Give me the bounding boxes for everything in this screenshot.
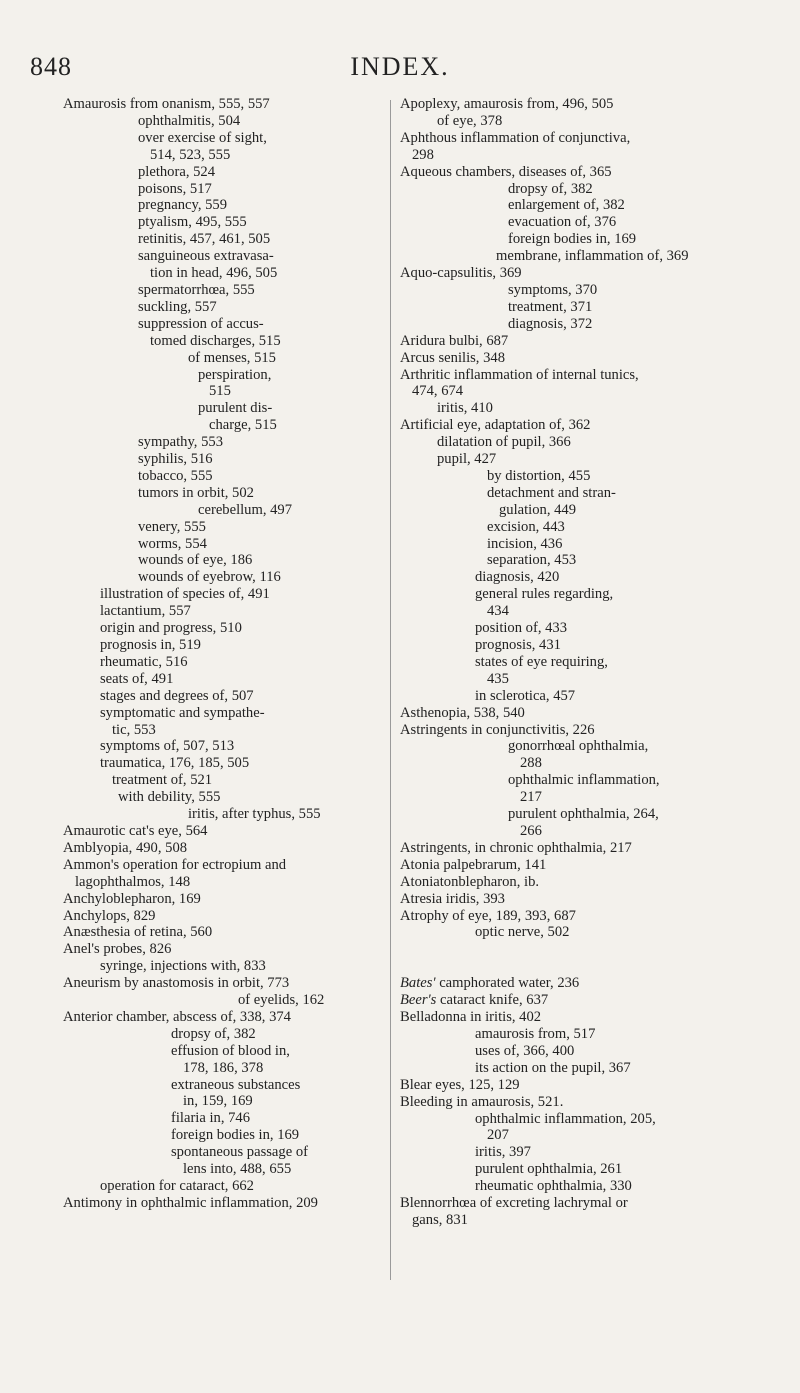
index-entry [400,214,746,231]
entry-text: ptyalism, 495, 555 [138,214,247,231]
entry-text: perspiration, [198,366,272,383]
index-entry [63,1026,385,1043]
index-entry [400,1060,746,1077]
entry-text: ophthalmic inflammation, [508,772,660,789]
entry-text: membrane, inflammation of, 369 [496,248,689,265]
entry-text: excision, 443 [487,518,565,535]
index-entry [63,823,385,840]
entry-italic-name: Bates' [400,975,436,992]
entry-text: tomed discharges, 515 [150,332,281,349]
entry-text: Astringents, in chronic ophthalmia, 217 [400,839,632,856]
index-entry [400,924,746,941]
entry-text: plethora, 524 [138,163,216,180]
index-entry [400,874,746,891]
entry-text: gulation, 449 [499,501,577,518]
index-entry [63,1009,385,1026]
entry-text: Apoplexy, amaurosis from, 496, 505 [400,96,614,112]
index-entry [400,248,746,265]
entry-text: by distortion, 455 [487,467,591,484]
index-entry [63,738,385,755]
entry-text: of eyelids, 162 [238,992,325,1009]
index-entry [400,671,746,688]
index-entry [63,857,385,874]
entry-text: Aphthous inflammation of conjunctiva, [400,129,631,146]
entry-text: seats of, 491 [100,670,174,687]
entry-text: optic nerve, 502 [475,924,570,941]
index-entry [63,434,385,451]
entry-text: iritis, 397 [475,1144,531,1161]
entry-text: spontaneous passage of [171,1144,308,1161]
index-entry [400,722,746,739]
index-entry [63,840,385,857]
index-entry [63,485,385,502]
entry-text: Bleeding in amaurosis, 521. [400,1093,564,1110]
index-entry [63,282,385,299]
index-entry [400,1094,746,1111]
entry-text: Atrophy of eye, 189, 393, 687 [400,907,576,924]
index-entry [63,569,385,586]
entry-text: symptoms of, 507, 513 [100,738,235,755]
entry-text: diagnosis, 372 [508,315,593,332]
index-entry [400,620,746,637]
entry-text: effusion of blood in, [171,1042,290,1059]
entry-text: general rules regarding, [475,586,614,603]
index-entry [63,265,385,282]
index-entry [63,671,385,688]
index-entry [400,1144,746,1161]
entry-text: Arcus senilis, 348 [400,349,505,366]
entry-text: 288 [520,755,542,772]
index-entry [63,536,385,553]
index-entry [63,231,385,248]
index-entry [63,316,385,333]
index-entry [400,1043,746,1060]
index-entry [63,147,385,164]
entry-text: treatment, 371 [508,298,593,315]
index-entry [63,164,385,181]
index-entry [400,586,746,603]
entry-text: suckling, 557 [138,298,217,315]
index-entry [400,891,746,908]
index-entry [63,1043,385,1060]
entry-text: Atonia palpebrarum, 141 [400,856,547,873]
index-entry [400,181,746,198]
entry-text: wounds of eyebrow, 116 [138,569,281,586]
index-entry [400,282,746,299]
index-entry [63,333,385,350]
entry-text: purulent dis- [198,400,273,417]
index-entry [400,536,746,553]
entry-text: origin and progress, 510 [100,620,242,637]
index-entry [400,316,746,333]
entry-text: 298 [412,146,434,163]
entry-text: Aridura bulbi, 687 [400,332,509,349]
index-entry [63,417,385,434]
entry-text: Belladonna in iritis, 402 [400,1009,542,1026]
index-entry [63,620,385,637]
entry-text: Amblyopia, 490, 508 [63,839,188,856]
index-entry [400,1026,746,1043]
entry-text: traumatica, 176, 185, 505 [100,755,250,772]
entry-text: Anchylops, 829 [63,907,156,924]
entry-text: iritis, after typhus, 555 [188,806,321,823]
entry-text: Blennorrhœa of excreting lachrymal or [400,1195,628,1212]
index-entry [63,891,385,908]
index-entry [63,603,385,620]
index-entry [400,231,746,248]
entry-text: Ammon's operation for ectropium and [63,856,287,873]
index-entry [400,1077,746,1094]
entry-text: Atoniatonblepharon, ib. [400,873,540,890]
index-entry [400,857,746,874]
index-entry [400,434,746,451]
index-entry [400,637,746,654]
index-entry [400,1111,746,1128]
index-entry [63,130,385,147]
entry-text: rheumatic ophthalmia, 330 [475,1178,632,1195]
entry-text: position of, 433 [475,620,568,637]
index-entry [400,1009,746,1026]
entry-text: 435 [487,670,509,687]
entry-text: Anterior chamber, abscess of, 338, 374 [63,1008,291,1025]
index-entry [63,874,385,891]
index-entry [400,806,746,823]
index-entry [63,248,385,265]
index-entry [63,924,385,941]
entry-text: Anchyloblepharon, 169 [63,890,201,907]
entry-text: Atresia iridis, 393 [400,890,505,907]
entry-text: filaria in, 746 [171,1110,251,1127]
entry-text: worms, 554 [138,535,207,552]
entry-text: Aneurism by anastomosis in orbit, 773 [63,975,290,992]
index-entry [63,908,385,925]
entry-text: of menses, 515 [188,349,276,366]
entry-text: incision, 436 [487,535,563,552]
index-entry [63,502,385,519]
entry-text: Arthritic inflammation of internal tunics, [400,366,639,383]
index-entry [400,654,746,671]
entry-text: lactantium, 557 [100,603,191,620]
index-entry [63,586,385,603]
entry-text: Artificial eye, adaptation of, 362 [400,417,591,434]
entry-text: extraneous substances [171,1076,301,1093]
index-entry [400,197,746,214]
index-entry [63,299,385,316]
entry-text: wounds of eye, 186 [138,552,253,569]
index-entry [400,350,746,367]
index-entry [63,113,385,130]
entry-text: camphorated water, 236 [435,975,580,992]
index-entry [400,519,746,536]
index-entry [400,468,746,485]
entry-text: evacuation of, 376 [508,214,617,231]
entry-text: pregnancy, 559 [138,197,228,214]
index-entry [400,688,746,705]
index-entry [400,789,746,806]
entry-text: over exercise of sight, [138,129,267,146]
index-entry [400,333,746,350]
entry-text: prognosis in, 519 [100,637,201,653]
entry-text: symptomatic and sympathe- [100,704,265,721]
index-entry [63,1127,385,1144]
index-entry [63,1178,385,1195]
index-entry [63,958,385,975]
index-entry [63,552,385,569]
index-entry [400,705,746,722]
entry-text: tion in head, 496, 505 [150,265,278,282]
entry-text: dropsy of, 382 [508,180,593,197]
entry-text: states of eye requiring, [475,653,608,670]
entry-text: 266 [520,822,542,839]
entry-text: 178, 186, 378 [183,1059,264,1076]
entry-text: Anel's probes, 826 [63,941,172,958]
index-entry [400,96,746,113]
entry-text: sanguineous extravasa- [138,248,274,265]
entry-text: tobacco, 555 [138,467,213,484]
index-entry [63,755,385,772]
index-entry [400,485,746,502]
index-column-right [400,96,746,1229]
index-entry [63,468,385,485]
entry-text: uses of, 366, 400 [475,1042,575,1059]
index-entry [400,840,746,857]
index-entry [400,823,746,840]
entry-text: of eye, 378 [437,112,503,129]
index-entry [63,1195,385,1212]
index-entry [400,755,746,772]
index-entry [63,772,385,789]
entry-text: with debility, 555 [118,789,221,806]
index-entry [400,265,746,282]
index-entry [63,1161,385,1178]
entry-text: charge, 515 [209,417,277,434]
index-entry [400,400,746,417]
index-entry [400,113,746,130]
index-entry [400,383,746,400]
entry-text: purulent ophthalmia, 264, [508,806,659,823]
index-entry [63,705,385,722]
entry-text: in sclerotica, 457 [475,687,576,704]
entry-text: 207 [487,1127,509,1144]
entry-text: foreign bodies in, 169 [171,1127,300,1144]
entry-text: lens into, 488, 655 [183,1161,292,1178]
entry-text: Blear eyes, 125, 129 [400,1076,520,1093]
entry-text: 515 [209,383,231,400]
index-entry [63,350,385,367]
index-entry [400,367,746,384]
index-entry [400,130,746,147]
entry-text: Antimony in ophthalmic inflammation, 209 [63,1194,318,1211]
entry-text: syphilis, 516 [138,451,213,468]
index-entry [63,1144,385,1161]
entry-text: cerebellum, 497 [198,501,293,518]
index-entry [63,519,385,536]
index-entry [63,1110,385,1127]
index-entry [63,400,385,417]
entry-text: tumors in orbit, 502 [138,484,254,501]
index-entry [63,1077,385,1094]
index-entry [400,738,746,755]
entry-text: suppression of accus- [138,315,264,332]
entry-text: retinitis, 457, 461, 505 [138,231,271,248]
index-entry [400,603,746,620]
entry-text: sympathy, 553 [138,434,223,451]
entry-text: Amaurosis from onanism, 555, 557 [63,96,270,112]
index-entry [63,941,385,958]
index-entry [400,908,746,925]
entry-text: Astringents in conjunctivitis, 226 [400,721,595,738]
page-title: INDEX. [350,52,450,81]
index-entry [63,975,385,992]
entry-text: poisons, 517 [138,180,212,197]
index-entry [400,1212,746,1229]
entry-text: treatment of, 521 [112,772,213,789]
index-entry [63,722,385,739]
index-entry [400,1178,746,1195]
index-entry [63,383,385,400]
entry-text: pupil, 427 [437,451,497,468]
entry-text: ophthalmitis, 504 [138,112,241,129]
entry-text: 474, 674 [412,383,464,400]
entry-text: dilatation of pupil, 366 [437,434,571,451]
index-entry [400,299,746,316]
entry-text: purulent ophthalmia, 261 [475,1161,623,1178]
index-entry [400,147,746,164]
entry-text: in, 159, 169 [183,1093,253,1110]
index-entry [400,772,746,789]
index-entry [63,688,385,705]
entry-text: foreign bodies in, 169 [508,231,637,248]
index-entry [63,181,385,198]
index-entry [400,992,746,1009]
entry-text: Asthenopia, 538, 540 [400,704,525,721]
index-entry [400,1195,746,1212]
entry-text: rheumatic, 516 [100,653,188,670]
index-entry [63,806,385,823]
index-entry [400,569,746,586]
index-entry [63,96,385,113]
index-entry [63,789,385,806]
index-entry [400,502,746,519]
index-entry [63,367,385,384]
entry-text: detachment and stran- [487,484,616,501]
entry-text: diagnosis, 420 [475,569,560,586]
entry-text: syringe, injections with, 833 [100,958,266,975]
entry-italic-name: Beer's [400,992,437,1009]
entry-text: illustration of species of, 491 [100,586,270,603]
entry-text: iritis, 410 [437,400,493,417]
index-entry [63,1060,385,1077]
index-entry [400,1161,746,1178]
entry-text: 434 [487,603,509,620]
entry-text: dropsy of, 382 [171,1025,256,1042]
entry-text: stages and degrees of, 507 [100,687,254,704]
page-header [0,52,800,82]
entry-text: 217 [520,789,542,806]
entry-text: separation, 453 [487,552,577,569]
entry-text: tic, 553 [112,721,156,738]
entry-text: ophthalmic inflammation, 205, [475,1110,656,1127]
entry-text: its action on the pupil, 367 [475,1059,631,1076]
entry-text: gans, 831 [412,1212,468,1228]
entry-text: Aquo-capsulitis, 369 [400,265,522,282]
index-entry [400,451,746,468]
index-entry [63,992,385,1009]
entry-text: spermatorrhœa, 555 [138,281,255,298]
index-entry [63,214,385,231]
index-column-left [63,96,385,1212]
index-entry [400,417,746,434]
entry-text: symptoms, 370 [508,281,598,298]
index-entry [400,552,746,569]
entry-text: Anæsthesia of retina, 560 [63,924,213,941]
index-entry [63,637,385,654]
entry-text: Amaurotic cat's eye, 564 [63,822,208,839]
column-divider [390,100,391,1280]
entry-text: operation for cataract, 662 [100,1178,254,1194]
entry-text: venery, 555 [138,518,206,535]
page-number: 848 [30,52,72,81]
entry-text: cataract knife, 637 [436,992,549,1009]
index-entry [400,164,746,181]
entry-spacer [400,941,746,975]
index-entry [400,1127,746,1144]
entry-text: prognosis, 431 [475,637,561,653]
entry-text: gonorrhœal ophthalmia, [508,738,649,755]
index-entry [63,654,385,671]
entry-text: lagophthalmos, 148 [75,873,191,890]
entry-text: enlargement of, 382 [508,197,625,214]
entry-text: amaurosis from, 517 [475,1026,596,1043]
index-entry [63,451,385,468]
entry-text: Aqueous chambers, diseases of, 365 [400,163,612,180]
index-entry [63,1093,385,1110]
index-entry [63,197,385,214]
index-entry [400,975,746,992]
entry-text: 514, 523, 555 [150,146,231,163]
